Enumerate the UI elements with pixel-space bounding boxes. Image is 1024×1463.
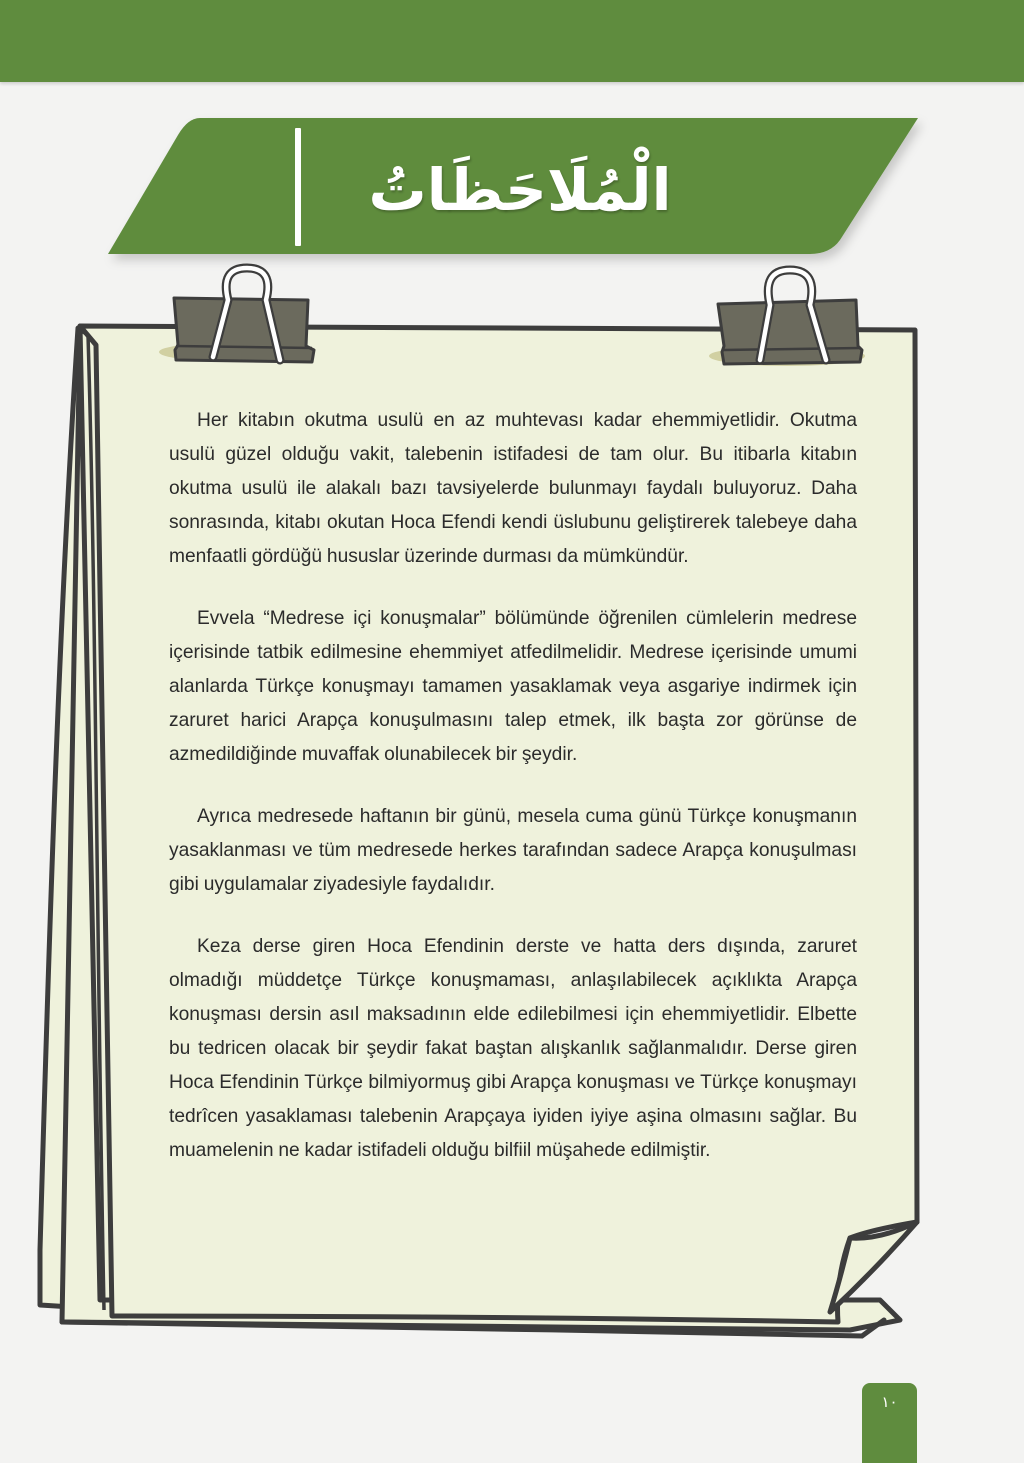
page-number-tab: [862, 1383, 917, 1463]
page-title: الْمُلَاحَظَاتُ: [368, 156, 672, 224]
paragraph-4: Keza derse giren Hoca Efendinin derste ve hatta ders dışında, zaruret olmadığı müddetçe Türkçe konuşmaması, anlaşılabilecek açıklıkta Arapça konuşması dersin asıl maksadının elde edilebilmesi için ehemmiyetlidir. Elbette bu tedricen olacak bir şeydir fakat baştan alışkanlık sağlanmalıdır. Derse giren Hoca Efendinin Türkçe bilmiyormuş gibi Arapça konuşması ve Türkçe konuşmayı tedrîcen yasaklaması talebenin Arapçaya iyiden iyiye aşina olmasını sağlar. Bu muamelenin ne kadar istifadeli olduğu bilfiil müşahede edilmiştir.: [169, 936, 857, 1161]
binder-clip-right-icon: [709, 270, 865, 366]
paragraph-2: Evvela “Medrese içi konuşmalar” bölümünde öğrenilen cümlelerin medrese içerisinde tatbik edilmesine ehemmiyet atfedilmelidir. Medrese içerisinde umumi alanlarda Türkçe konuşmayı tamamen yasaklamak veya asgariye indirmek için zaruret harici Arapça konuşulmasını talep etmek, ilk başta zor görünse de azmedildiğinde muvaffak olunabilecek bir şeydir.: [169, 608, 857, 765]
paragraph-1: Her kitabın okutma usulü en az muhtevası kadar ehemmiyetlidir. Okutma usulü güzel olduğu vakit, talebenin istifadesi de tam olur. Bu itibarla kitabın okutma usulü ile alakalı bazı tavsiyelerde bulunmayı faydalı buluyoruz. Daha sonrasında, kitabı okutan Hoca Efendi kendi üslubunu geliştirerek talebeye daha menfaatli gördüğü hususlar üzerinde durması da mümkündür.: [169, 410, 857, 567]
binder-clip-left-icon: [159, 268, 315, 362]
paragraph-3: Ayrıca medresede haftanın bir günü, mesela cuma günü Türkçe konuşmanın yasaklanması ve tüm medresede herkes tarafından sadece Arapça konuşulması gibi uygulamalar ziyadesiyle faydalıdır.: [169, 806, 857, 895]
page-number: ١٠: [881, 1393, 898, 1411]
notes-body: [169, 404, 857, 1196]
